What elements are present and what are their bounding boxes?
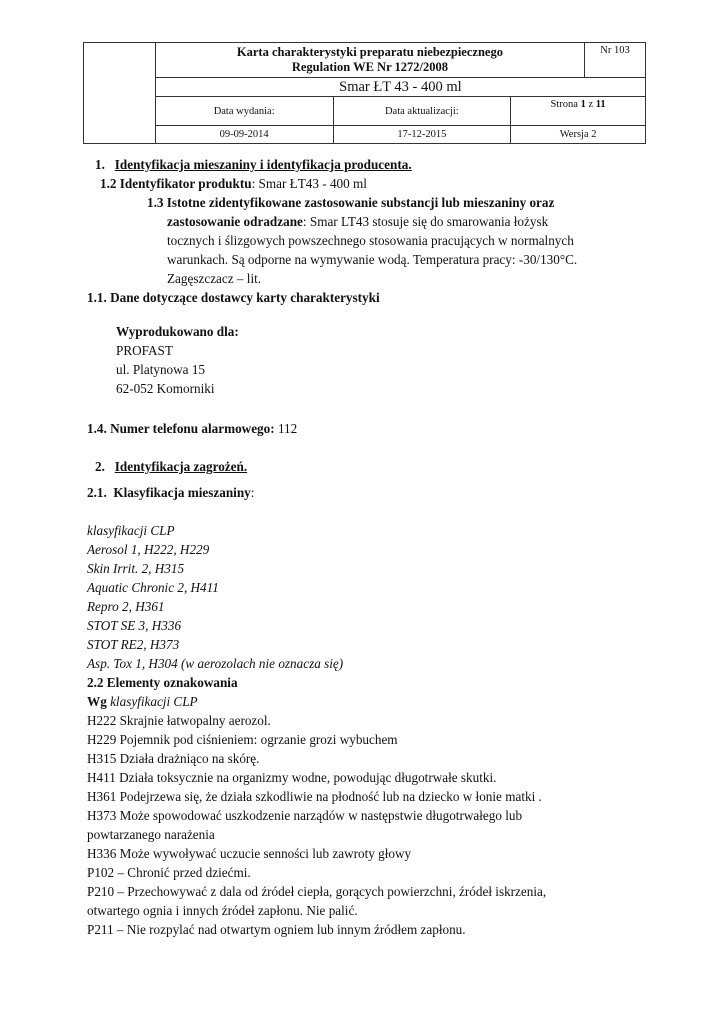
section-1-1-heading: 1.1. Dane dotyczące dostawcy karty charakterystyki [87, 290, 380, 305]
wg-clp-text: klasyfikacji CLP [106, 694, 198, 709]
document-header-table [83, 42, 646, 144]
section-2-number: 2. [95, 459, 105, 474]
section-2-2-heading: 2.2 Elementy oznakowania [87, 675, 238, 690]
company-name: PROFAST [116, 343, 173, 358]
header-blank-cell [84, 43, 156, 144]
section-1-3-text-line-1: : Smar LT43 stosuje się do smarowania łożysk [302, 214, 549, 229]
document-title [155, 43, 584, 78]
issue-date-label: Data wydania: [155, 97, 333, 126]
page-prefix: Strona [550, 99, 581, 110]
page-current: 1 [580, 99, 586, 110]
version: Wersja 2 [511, 126, 646, 144]
emergency-phone [87, 419, 297, 438]
section-1-3-line-2 [167, 212, 548, 231]
emergency-phone-label: 1.4. Numer telefonu alarmowego: [87, 421, 275, 436]
section-1-title: Identyfikacja mieszaniny i identyfikacja producenta. [114, 157, 412, 172]
classification-line: Repro 2, H361 [87, 599, 165, 614]
hazard-statement: H373 Może spowodować uszkodzenie narządów w następstwie długotrwałego lub [87, 808, 523, 823]
update-date-label: Data aktualizacji: [333, 97, 511, 126]
classification-line: Aerosol 1, H222, H229 [87, 542, 210, 557]
hazard-statement: H411 Działa toksycznie na organizmy wodne, powodując długotrwałe skutki. [87, 770, 497, 785]
classification-line: Skin Irrit. 2, H315 [87, 561, 185, 576]
title-line-1: Karta charakterystyki preparatu niebezpiecznego [236, 45, 503, 59]
section-2-1-colon: : [250, 485, 255, 500]
page-indicator [511, 97, 646, 126]
issue-date: 09-09-2014 [155, 126, 333, 144]
section-1-3-label-line-2: zastosowanie odradzane [167, 214, 303, 229]
wg-label: Wg [87, 694, 107, 709]
precaution-statement: P211 – Nie rozpylać nad otwartym ogniem lub innym źródłem zapłonu. [87, 922, 466, 937]
precaution-statement: otwartego ognia i innych źródeł zapłonu. Nie palić. [87, 903, 358, 918]
product-name: Smar ŁT 43 - 400 ml [155, 78, 645, 97]
section-1-heading [95, 155, 412, 174]
precaution-statement: P210 – Przechowywać z dala od źródeł ciepła, gorących powierzchni, źródeł iskrzenia, [87, 884, 547, 899]
wg-clp-line [87, 692, 198, 711]
section-2-1-title: Klasyfikacja mieszaniny [113, 485, 251, 500]
section-1-3-text-line-3: warunkach. Są odporne na wymywanie wodą. Temperatura pracy: -30/130°C. [167, 252, 578, 267]
hazard-statement: H229 Pojemnik pod ciśnieniem: ogrzanie grozi wybuchem [87, 732, 398, 747]
update-date: 17-12-2015 [333, 126, 511, 144]
hazard-statement: H336 Może wywoływać uczucie senności lub zawroty głowy [87, 846, 412, 861]
page-separator: z [585, 99, 596, 110]
precaution-statement: P102 – Chronić przed dziećmi. [87, 865, 251, 880]
document-number: Nr 103 [585, 43, 646, 78]
section-1-2-value: : Smar ŁT43 - 400 ml [251, 176, 367, 191]
section-1-3-text-line-2: tocznych i ślizgowych powszechnego stosowania pracujących w normalnych [167, 233, 574, 248]
section-2-1-number: 2.1. [87, 485, 107, 500]
section-2-heading [95, 457, 247, 476]
classification-line: STOT SE 3, H336 [87, 618, 182, 633]
company-street: ul. Platynowa 15 [116, 362, 206, 377]
section-1-3-text-line-4: Zagęszczacz – lit. [167, 271, 262, 286]
hazard-statement: H315 Działa drażniąco na skórę. [87, 751, 260, 766]
company-city: 62-052 Komorniki [116, 381, 215, 396]
section-2-title: Identyfikacja zagrożeń. [114, 459, 248, 474]
section-1-number: 1. [95, 157, 105, 172]
section-2-1-heading [87, 483, 254, 502]
emergency-phone-value: 112 [274, 421, 298, 436]
page-total: 11 [595, 99, 606, 110]
produced-for-label: Wyprodukowano dla: [116, 324, 239, 339]
hazard-statement: H222 Skrajnie łatwopalny aerozol. [87, 713, 271, 728]
section-1-2-label: 1.2 Identyfikator produktu [100, 176, 252, 191]
section-1-2 [100, 174, 367, 193]
hazard-statement: powtarzanego narażenia [87, 827, 215, 842]
classification-line: Asp. Tox 1, H304 (w aerozolach nie oznacza się) [87, 656, 344, 671]
section-1-3-label-line-1: 1.3 Istotne zidentyfikowane zastosowanie substancji lub mieszaniny oraz [147, 195, 555, 210]
classification-line: Aquatic Chronic 2, H411 [87, 580, 219, 595]
classification-line: STOT RE2, H373 [87, 637, 180, 652]
hazard-statement: H361 Podejrzewa się, że działa szkodliwie na płodność lub na dziecko w łonie matki . [87, 789, 542, 804]
classification-line: klasyfikacji CLP [87, 523, 175, 538]
title-line-2: Regulation WE Nr 1272/2008 [291, 60, 449, 74]
